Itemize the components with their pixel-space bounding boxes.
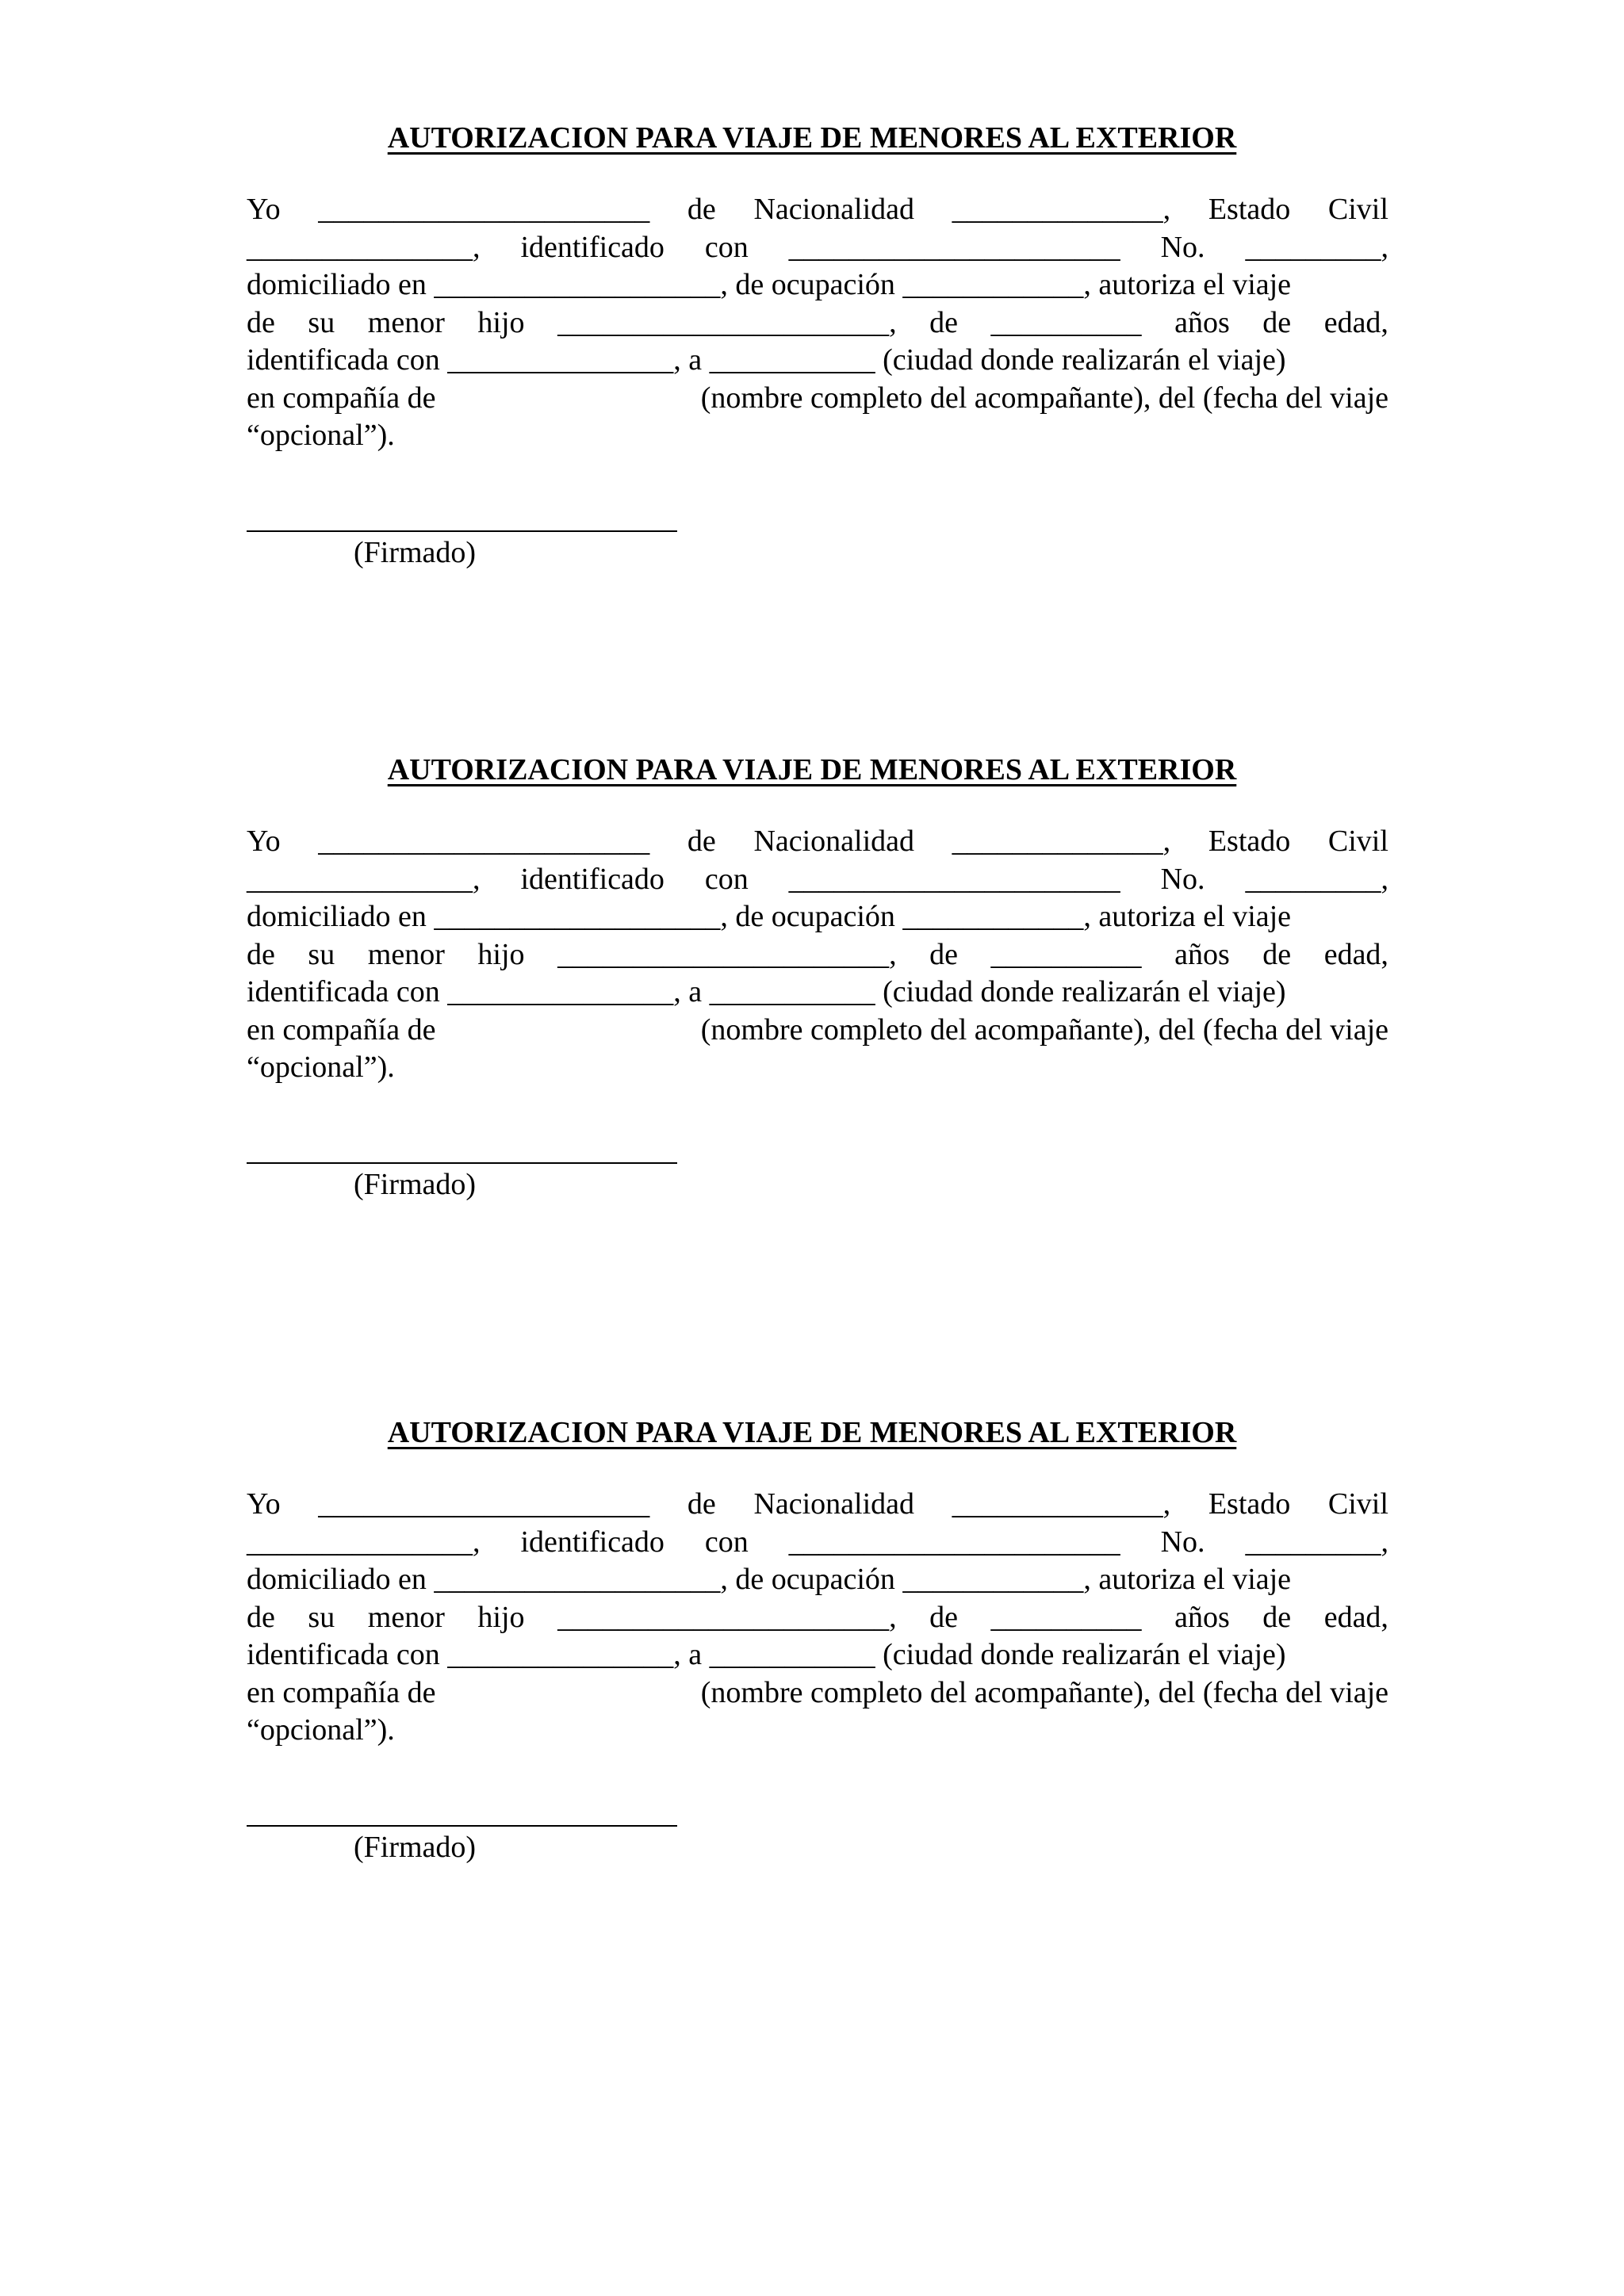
line-text: domiciliado en ___________________, de ocupación ____________, autoriza el viaje — [247, 268, 1292, 301]
signature-label: (Firmado) — [354, 536, 477, 569]
body-line-7 — [247, 1712, 1388, 1750]
body-line-4 — [247, 304, 1388, 342]
word: No. — [1160, 1525, 1205, 1559]
body-line-1 — [247, 823, 1388, 861]
word: Estado — [1208, 193, 1291, 226]
word: con — [704, 230, 749, 264]
word: identificado — [520, 862, 665, 896]
word: hijo — [477, 1600, 525, 1634]
line-text: en compañía de — [247, 1012, 436, 1047]
body-line-6 — [247, 380, 1388, 418]
blank-id-number: _________, — [1245, 230, 1388, 264]
word: Yo — [247, 825, 281, 858]
word: Civil — [1327, 193, 1388, 226]
body-line-3 — [247, 1561, 1388, 1599]
word: de — [1262, 1600, 1292, 1634]
blank-name: ______________________ — [318, 825, 650, 858]
signature-line — [247, 1162, 677, 1164]
signature-label: (Firmado) — [354, 1831, 477, 1864]
blank-id-type: ______________________ — [788, 230, 1120, 264]
blank-child-name: ______________________, — [557, 305, 897, 339]
word: su — [308, 1600, 335, 1634]
body-line-5 — [247, 974, 1388, 1012]
word: Civil — [1327, 825, 1388, 858]
word: con — [704, 862, 749, 896]
form-body — [247, 823, 1388, 1087]
line-text: “opcional”). — [247, 1713, 395, 1747]
word: de — [247, 1600, 275, 1634]
line-text: (nombre completo del acompañante), del (fecha del viaje — [700, 1012, 1388, 1047]
body-line-7 — [247, 1049, 1388, 1087]
form-title: AUTORIZACION PARA VIAJE DE MENORES AL EXTERIOR — [387, 753, 1237, 786]
word: de — [1262, 937, 1292, 971]
word: Estado — [1208, 1487, 1291, 1521]
blank-id-number: _________, — [1245, 1525, 1388, 1559]
word: Nacionalidad — [753, 193, 915, 226]
word: menor — [367, 937, 445, 971]
word: edad, — [1323, 1600, 1388, 1634]
word: edad, — [1323, 305, 1388, 339]
authorization-form-2 — [0, 748, 1624, 1201]
line-text: identificada con _______________, a ___________ (ciudad donde realizarán el viaje) — [247, 343, 1286, 377]
word: de — [929, 1600, 958, 1634]
word: Civil — [1327, 1487, 1388, 1521]
form-body — [247, 191, 1388, 455]
line-text: en compañía de — [247, 1675, 436, 1709]
word: de — [687, 193, 716, 226]
form-title: AUTORIZACION PARA VIAJE DE MENORES AL EXTERIOR — [387, 121, 1237, 155]
blank-nationality: ______________, — [952, 193, 1171, 226]
blank-age: __________ — [990, 937, 1142, 971]
blank-civil-status: _______________, — [247, 230, 481, 264]
blank-id-type: ______________________ — [788, 862, 1120, 896]
signature-line — [247, 530, 677, 532]
word: años — [1174, 305, 1230, 339]
word: edad, — [1323, 937, 1388, 971]
word: menor — [367, 1600, 445, 1634]
line-text: identificada con _______________, a ___________ (ciudad donde realizarán el viaje) — [247, 1638, 1286, 1671]
form-title: AUTORIZACION PARA VIAJE DE MENORES AL EXTERIOR — [387, 1416, 1237, 1449]
word: No. — [1160, 862, 1205, 896]
word: con — [704, 1525, 749, 1559]
word: No. — [1160, 230, 1205, 264]
blank-civil-status: _______________, — [247, 1525, 481, 1559]
word: de — [247, 305, 275, 339]
word: identificado — [520, 1525, 665, 1559]
word: menor — [367, 305, 445, 339]
word: Nacionalidad — [753, 1487, 915, 1521]
body-line-2 — [247, 861, 1388, 899]
blank-name: ______________________ — [318, 1487, 650, 1521]
blank-age: __________ — [990, 1600, 1142, 1634]
word: identificado — [520, 230, 665, 264]
word: años — [1174, 937, 1230, 971]
line-text: (nombre completo del acompañante), del (fecha del viaje — [700, 381, 1388, 415]
line-text: en compañía de — [247, 381, 436, 415]
word: Estado — [1208, 825, 1291, 858]
form-body — [247, 1486, 1388, 1750]
body-line-4 — [247, 936, 1388, 974]
signature-label: (Firmado) — [354, 1168, 477, 1201]
word: años — [1174, 1600, 1230, 1634]
word: de — [687, 1487, 716, 1521]
body-line-3 — [247, 898, 1388, 936]
line-text: “opcional”). — [247, 1050, 395, 1084]
signature-line — [247, 1825, 677, 1827]
body-line-5 — [247, 1636, 1388, 1674]
word: de — [247, 937, 275, 971]
line-text: identificada con _______________, a ___________ (ciudad donde realizarán el viaje) — [247, 975, 1286, 1008]
line-text: domiciliado en ___________________, de ocupación ____________, autoriza el viaje — [247, 1563, 1292, 1596]
word: hijo — [477, 937, 525, 971]
blank-nationality: ______________, — [952, 825, 1171, 858]
word: de — [1262, 305, 1292, 339]
word: su — [308, 937, 335, 971]
blank-name: ______________________ — [318, 193, 650, 226]
blank-child-name: ______________________, — [557, 1600, 897, 1634]
word: de — [929, 937, 958, 971]
word: de — [929, 305, 958, 339]
blank-id-number: _________, — [1245, 862, 1388, 896]
body-line-2 — [247, 1524, 1388, 1562]
body-line-7 — [247, 417, 1388, 455]
body-line-5 — [247, 342, 1388, 380]
word: de — [687, 825, 716, 858]
word: Nacionalidad — [753, 825, 915, 858]
word: hijo — [477, 305, 525, 339]
body-line-2 — [247, 229, 1388, 267]
blank-nationality: ______________, — [952, 1487, 1171, 1521]
authorization-form-1 — [0, 116, 1624, 569]
body-line-3 — [247, 266, 1388, 304]
word: Yo — [247, 193, 281, 226]
body-line-4 — [247, 1599, 1388, 1637]
blank-id-type: ______________________ — [788, 1525, 1120, 1559]
line-text: (nombre completo del acompañante), del (fecha del viaje — [700, 1675, 1388, 1709]
line-text: domiciliado en ___________________, de ocupación ____________, autoriza el viaje — [247, 900, 1292, 933]
blank-civil-status: _______________, — [247, 862, 481, 896]
authorization-form-3 — [0, 1410, 1624, 1864]
body-line-1 — [247, 191, 1388, 229]
blank-age: __________ — [990, 305, 1142, 339]
line-text: “opcional”). — [247, 419, 395, 452]
body-line-6 — [247, 1012, 1388, 1050]
body-line-1 — [247, 1486, 1388, 1524]
body-line-6 — [247, 1674, 1388, 1712]
word: Yo — [247, 1487, 281, 1521]
word: su — [308, 305, 335, 339]
blank-child-name: ______________________, — [557, 937, 897, 971]
